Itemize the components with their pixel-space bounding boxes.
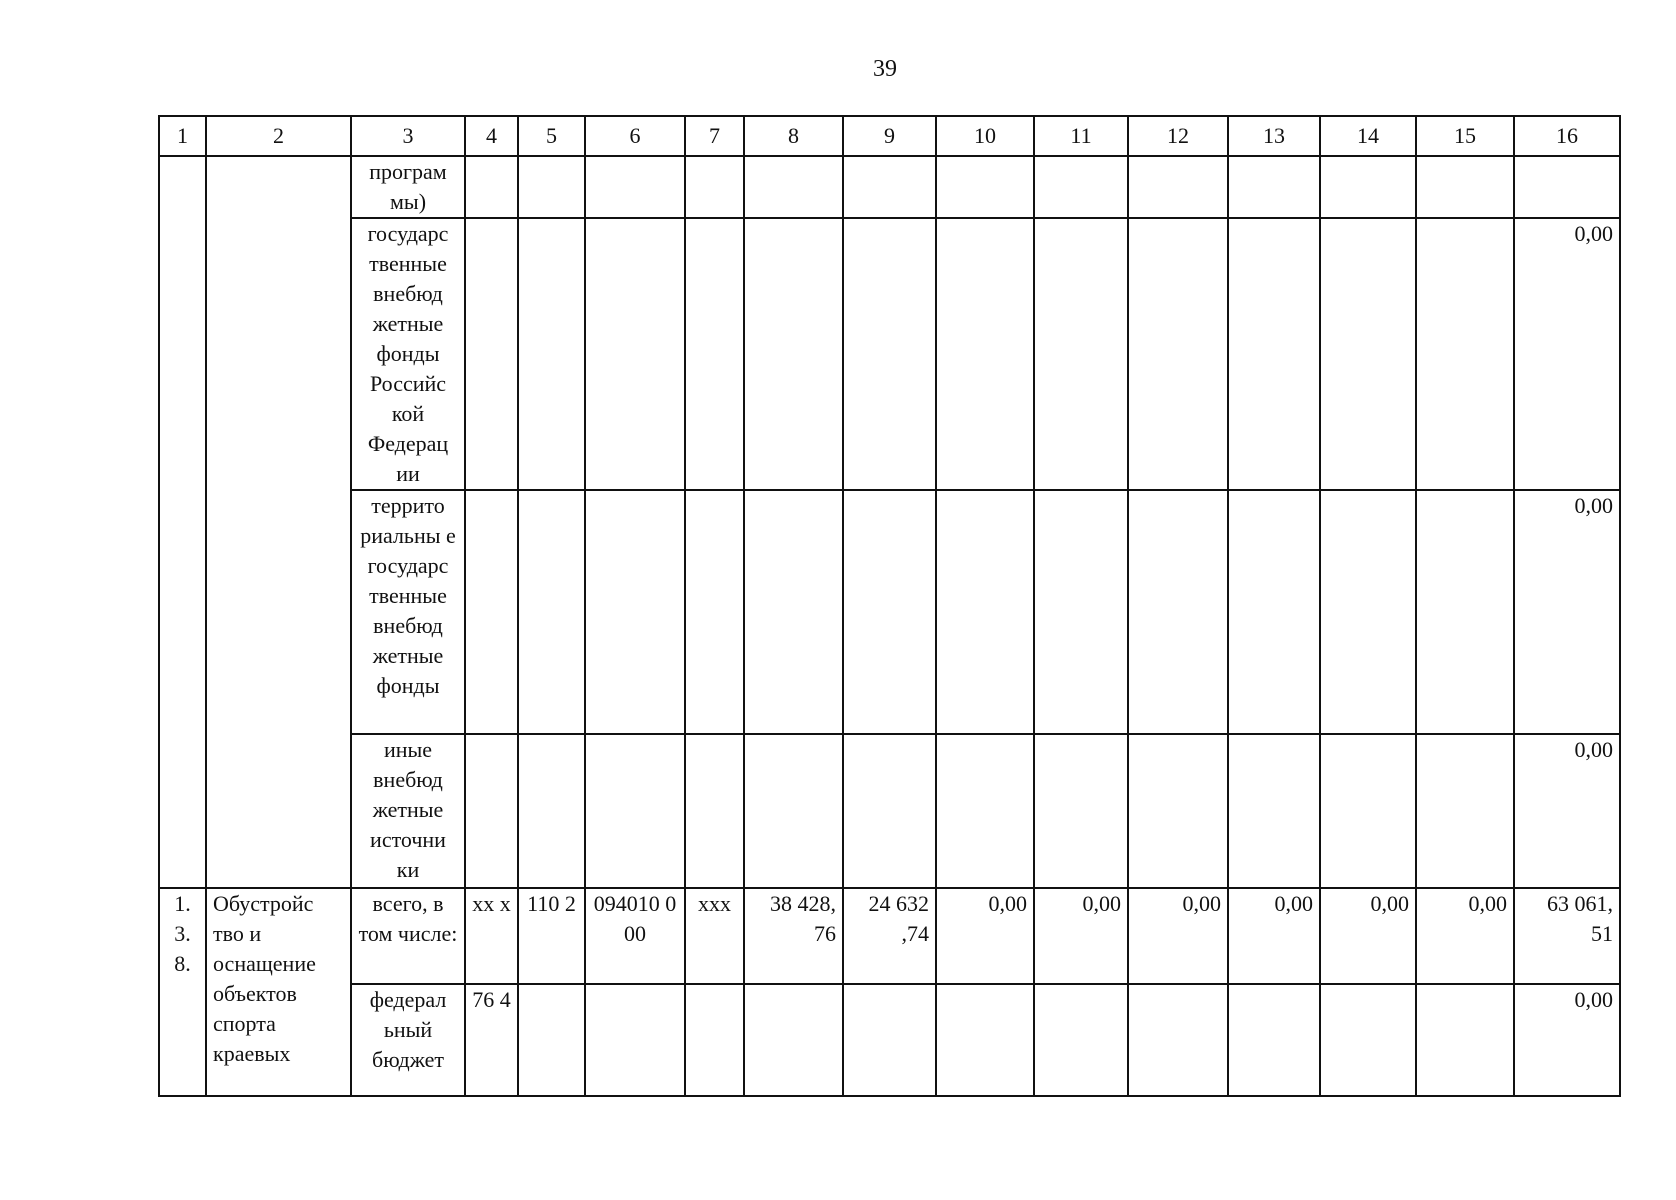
table-row-item-total	[159, 888, 1620, 984]
header-cell-8: 8	[744, 116, 843, 156]
header-cell-13: 13	[1228, 116, 1320, 156]
header-cell-6: 6	[585, 116, 685, 156]
header-cell-9: 9	[843, 116, 936, 156]
cell-source-name: програм мы)	[351, 156, 465, 218]
page-number: 39	[873, 56, 897, 82]
header-row	[159, 116, 1620, 156]
cell-continuation-col1	[159, 156, 206, 888]
cell-col10: 0,00	[936, 888, 1034, 984]
header-cell-12: 12	[1128, 116, 1228, 156]
cell-source-name: всего, в том числе:	[351, 888, 465, 984]
cell-col9: 24 632 ,74	[843, 888, 936, 984]
cell-col16	[1514, 156, 1620, 218]
cell-col16: 63 061, 51	[1514, 888, 1620, 984]
cell-col8: 38 428, 76	[744, 888, 843, 984]
cell-item-name: Обустройс тво и оснащение объектов спорта краевых	[206, 888, 351, 1096]
cell-col15: 0,00	[1416, 888, 1514, 984]
header-cell-16: 16	[1514, 116, 1620, 156]
cell-col13: 0,00	[1228, 888, 1320, 984]
cell-col16: 0,00	[1514, 490, 1620, 734]
header-cell-3: 3	[351, 116, 465, 156]
table-row-other-sources	[159, 734, 1620, 888]
cell-col4: 76 4	[465, 984, 518, 1096]
cell-continuation-col2	[206, 156, 351, 888]
cell-col14: 0,00	[1320, 888, 1416, 984]
header-cell-14: 14	[1320, 116, 1416, 156]
cell-item-number: 1. 3. 8.	[159, 888, 206, 1096]
header-cell-10: 10	[936, 116, 1034, 156]
cell-col6: 094010 000	[585, 888, 685, 984]
cell-col16: 0,00	[1514, 734, 1620, 888]
table-row-federal	[159, 984, 1620, 1096]
header-cell-11: 11	[1034, 116, 1128, 156]
table-row-territorial-funds	[159, 490, 1620, 734]
header-cell-7: 7	[685, 116, 744, 156]
header-cell-1: 1	[159, 116, 206, 156]
header-cell-5: 5	[518, 116, 585, 156]
table-row-programs	[159, 156, 1620, 218]
cell-source-name: террито риальны е государс твенные внебюд жетные фонды	[351, 490, 465, 734]
cell-source-name: государс твенные внебюд жетные фонды Российс кой Федерац ии	[351, 218, 465, 490]
cell-col7: ххх	[685, 888, 744, 984]
cell-source-name: федерал ьный бюджет	[351, 984, 465, 1096]
cell-col12: 0,00	[1128, 888, 1228, 984]
cell-col11: 0,00	[1034, 888, 1128, 984]
cell-col5: 110 2	[518, 888, 585, 984]
cell-col16: 0,00	[1514, 984, 1620, 1096]
header-cell-2: 2	[206, 116, 351, 156]
cell-col4: хх х	[465, 888, 518, 984]
table-row-state-funds	[159, 218, 1620, 490]
budget-table	[158, 115, 1621, 1097]
header-cell-15: 15	[1416, 116, 1514, 156]
cell-col16: 0,00	[1514, 218, 1620, 490]
header-cell-4: 4	[465, 116, 518, 156]
cell-source-name: иные внебюд жетные источни ки	[351, 734, 465, 888]
